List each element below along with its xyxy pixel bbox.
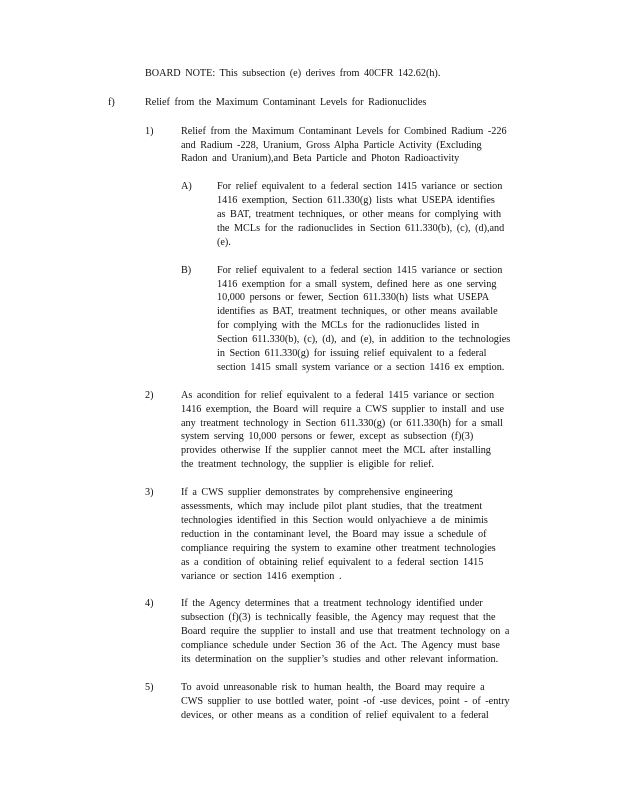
item-1b-line: For relief equivalent to a federal section 1415 variance or section <box>217 265 503 276</box>
item-5-line: devices, or other means as a condition of relief equivalent to a federal <box>181 710 489 721</box>
item-1b-line: identifies as BAT, treatment techniques, or other means available <box>217 306 498 317</box>
item-1b-line: in Section 611.330(g) for issuing relief equivalent to a federal <box>217 348 487 359</box>
item-2-line: 1416 exemption, the Board will require a CWS supplier to install and use <box>181 404 505 415</box>
item-1a-line: the MCLs for the radionuclides in Section 611.330(b), (c), (d),and <box>217 223 505 234</box>
item-3-line: If a CWS supplier demonstrates by comprehensive engineering <box>181 487 453 498</box>
item-4-line: Board require the supplier to install and use that treatment technology on a <box>181 626 510 637</box>
item-2-line: the treatment technology, the supplier is eligible for relief. <box>181 459 434 470</box>
item-2-line: As acondition for relief equivalent to a federal 1415 variance or section <box>181 390 495 401</box>
item-2-line: any treatment technology in Section 611.330(g) (or 611.330(h) for a small <box>181 418 503 429</box>
item-4-line: its determination on the supplier’s studies and other relevant information. <box>181 654 499 665</box>
item-3-line: variance or section 1416 exemption . <box>181 571 342 582</box>
item-2-marker: 2) <box>145 390 154 401</box>
item-5-marker: 5) <box>145 682 154 693</box>
item-3-line: as a condition of obtaining relief equivalent to a federal section 1415 <box>181 557 484 568</box>
item-1a-marker: A) <box>181 181 192 192</box>
item-1-line: Radon and Uranium),and Beta Particle and Photon Radioactivity <box>181 153 460 164</box>
item-1-line: Relief from the Maximum Contaminant Levels for Combined Radium -226 <box>181 126 507 137</box>
item-3-line: assessments, which may include pilot plant studies, that the treatment <box>181 501 483 512</box>
item-2-line: system serving 10,000 persons or fewer, except as subsection (f)(3) <box>181 431 474 442</box>
item-1b-line: 1416 exemption for a small system, defined here as one serving <box>217 279 497 290</box>
item-4-line: subsection (f)(3) is technically feasible, the Agency may request that the <box>181 612 496 623</box>
item-4-line: compliance schedule under Section 36 of the Act. The Agency must base <box>181 640 500 651</box>
item-1a-line: 1416 exemption, Section 611.330(g) lists what USEPA identifies <box>217 195 495 206</box>
item-4-line: If the Agency determines that a treatment technology identified under <box>181 598 483 609</box>
item-1-line: and Radium -228, Uranium, Gross Alpha Particle Activity (Excluding <box>181 140 482 151</box>
item-2-line: provides otherwise If the supplier cannot meet the MCL after installing <box>181 445 491 456</box>
item-3-marker: 3) <box>145 487 154 498</box>
item-1a-line: (e). <box>217 237 231 248</box>
section-f-heading: Relief from the Maximum Contaminant Levels for Radionuclides <box>145 97 427 108</box>
item-1b-line: section 1415 small system variance or a section 1416 ex emption. <box>217 362 505 373</box>
item-1a-line: For relief equivalent to a federal section 1415 variance or section <box>217 181 503 192</box>
item-4-marker: 4) <box>145 598 154 609</box>
item-3-line: reduction in the contaminant level, the Board may issue a schedule of <box>181 529 487 540</box>
item-3-line: technologies identified in this Section would onlyachieve a de minimis <box>181 515 488 526</box>
item-1a-line: as BAT, treatment techniques, or other means for complying with <box>217 209 502 220</box>
item-5-line: CWS supplier to use bottled water, point -of -use devices, point - of -entry <box>181 696 510 707</box>
board-note: BOARD NOTE: This subsection (e) derives from 40CFR 142.62(h). <box>145 68 441 79</box>
section-f-marker: f) <box>108 97 115 108</box>
item-1b-line: 10,000 persons or fewer, Section 611.330(h) lists what USEPA <box>217 292 490 303</box>
item-1b-line: for complying with the MCLs for the radionuclides listed in <box>217 320 480 331</box>
item-5-line: To avoid unreasonable risk to human health, the Board may require a <box>181 682 485 693</box>
item-1b-marker: B) <box>181 265 192 276</box>
item-1-marker: 1) <box>145 126 154 137</box>
item-1b-line: Section 611.330(b), (c), (d), and (e), in addition to the technologies <box>217 334 511 345</box>
item-3-line: compliance requiring the system to examine other treatment technologies <box>181 543 496 554</box>
